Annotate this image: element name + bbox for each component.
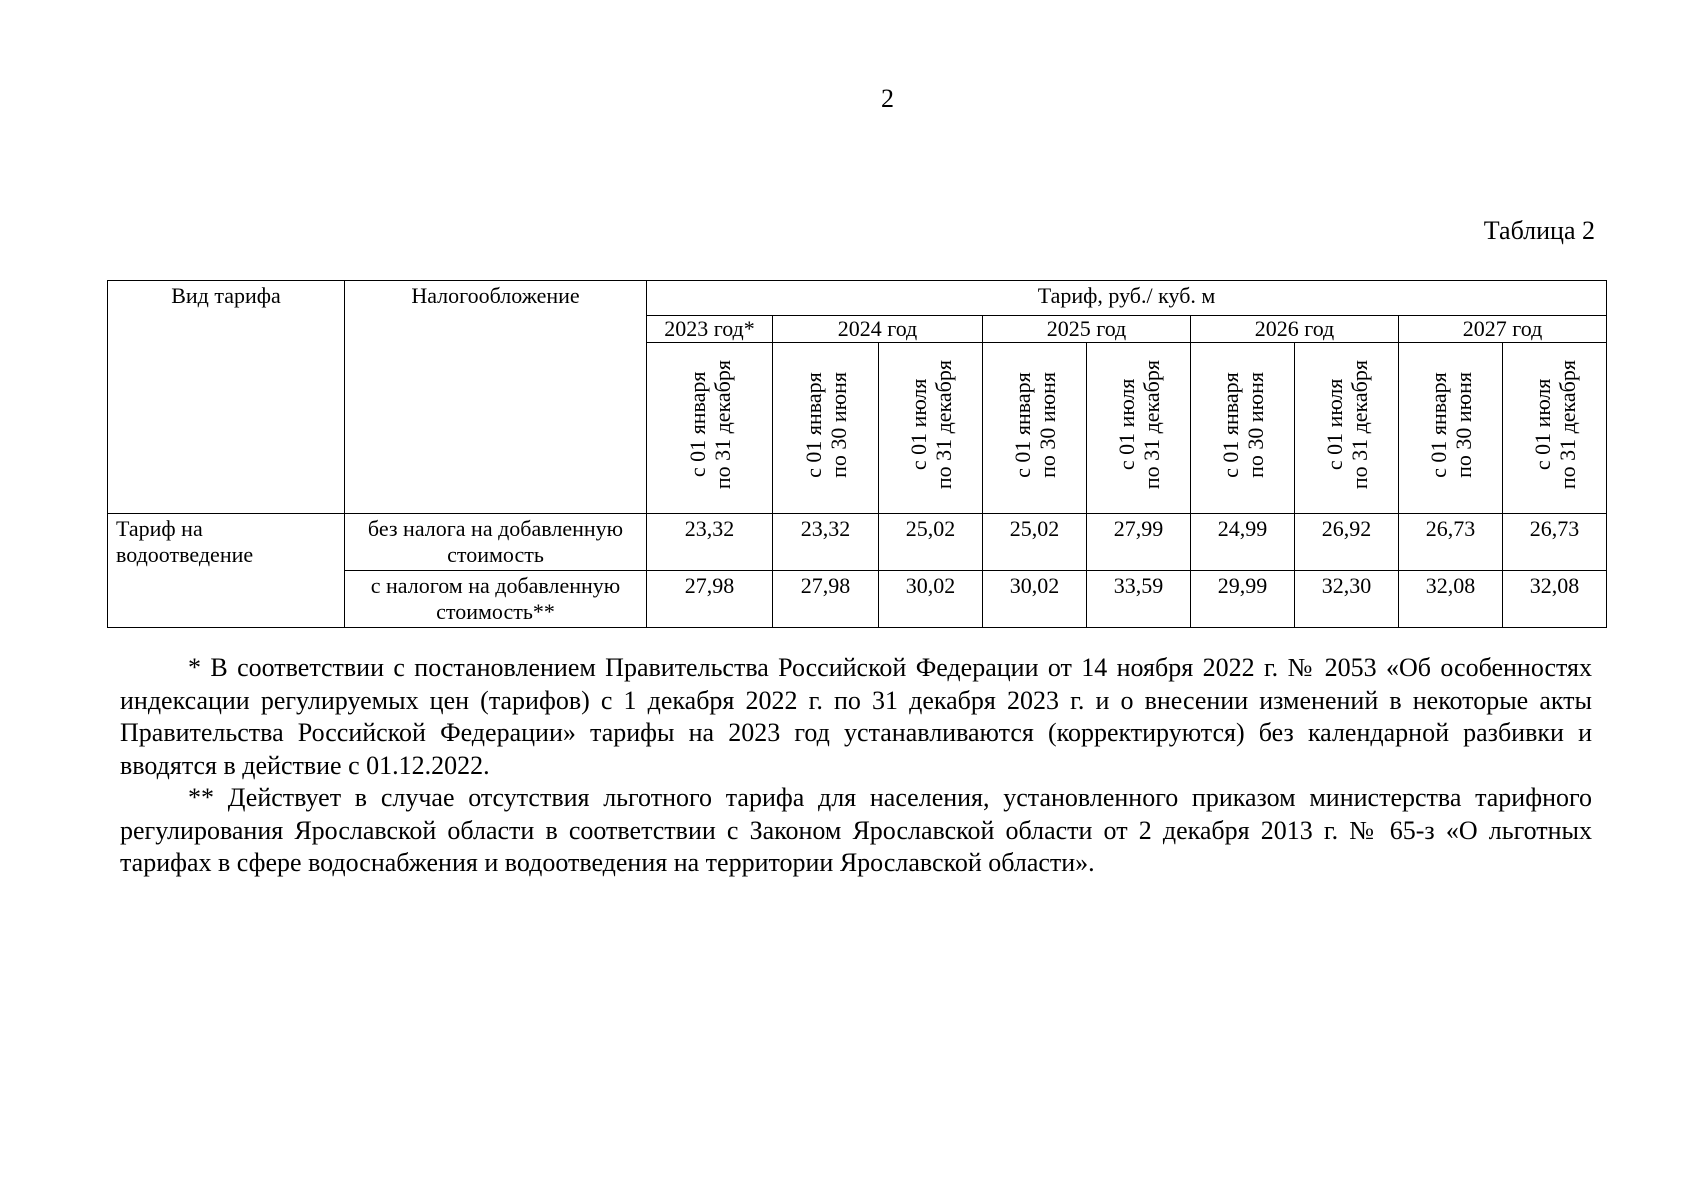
tariff-name-cell: Тариф на водоотведение (108, 514, 345, 628)
period-label: с 01 января по 31 декабря (684, 360, 735, 490)
tax-cell: с налогом на добавленную стоимость** (345, 571, 647, 628)
tax-cell: без налога на добавленную стоимость (345, 514, 647, 571)
period-label: с 01 января по 30 июня (1217, 372, 1268, 478)
value-cell: 33,59 (1087, 571, 1191, 628)
footnotes (120, 652, 1592, 880)
period-label: с 01 июля по 31 декабря (1113, 360, 1164, 490)
period-label: с 01 января по 30 июня (1009, 372, 1060, 478)
table-caption: Таблица 2 (1483, 216, 1595, 245)
year-header: 2025 год (983, 316, 1191, 343)
header-taxation: Налогообложение (345, 281, 647, 514)
value-cell: 24,99 (1191, 514, 1295, 571)
footnote: * В соответствии с постановлением Правительства Российской Федерации от 14 ноября 2022 г. № 2053 «Об особенностях индексации регулируемых цен (тарифов) с 1 декабря 2022 г. по 31 декабря 2023 г. и о внесении изменений в некоторые акты Правительства Российской Федерации» тарифы на 2023 год устанавливаются (корректируются) без календарной разбивки и вводятся в действие с 01.12.2022. (120, 653, 1592, 780)
value-cell: 32,08 (1399, 571, 1503, 628)
value-cell: 26,73 (1399, 514, 1503, 571)
value-cell: 27,99 (1087, 514, 1191, 571)
value-cell: 30,02 (879, 571, 983, 628)
tariff-table (107, 280, 1607, 628)
period-header (1191, 343, 1295, 514)
value-cell: 25,02 (879, 514, 983, 571)
value-cell: 27,98 (773, 571, 879, 628)
period-header (1503, 343, 1607, 514)
value-cell: 23,32 (647, 514, 773, 571)
value-cell: 26,73 (1503, 514, 1607, 571)
period-label: с 01 июля по 31 декабря (1321, 360, 1372, 490)
period-label: с 01 января по 30 июня (800, 372, 851, 478)
period-label: с 01 июля по 31 декабря (1529, 360, 1580, 490)
year-header: 2024 год (773, 316, 983, 343)
period-header (1399, 343, 1503, 514)
footnote: ** Действует в случае отсутствия льготного тарифа для населения, установленного приказом министерства тарифного регулирования Ярославской области в соответствии с Законом Ярославской области от 2 декабря 2013 г. № 65-з «О льготных тарифах в сфере водоснабжения и водоотведения на территории Ярославской области». (120, 783, 1592, 877)
year-header: 2027 год (1399, 316, 1607, 343)
year-header: 2023 год* (647, 316, 773, 343)
period-label: с 01 января по 30 июня (1425, 372, 1476, 478)
value-cell: 32,30 (1295, 571, 1399, 628)
period-header (983, 343, 1087, 514)
value-cell: 23,32 (773, 514, 879, 571)
page-number: 2 (881, 84, 894, 113)
year-header: 2026 год (1191, 316, 1399, 343)
value-cell: 27,98 (647, 571, 773, 628)
period-header (647, 343, 773, 514)
value-cell: 26,92 (1295, 514, 1399, 571)
value-cell: 30,02 (983, 571, 1087, 628)
header-tariff-unit: Тариф, руб./ куб. м (647, 281, 1607, 316)
value-cell: 29,99 (1191, 571, 1295, 628)
period-label: с 01 июля по 31 декабря (905, 360, 956, 490)
header-tariff-type: Вид тарифа (108, 281, 345, 514)
table-row (108, 514, 1607, 571)
value-cell: 25,02 (983, 514, 1087, 571)
period-header (773, 343, 879, 514)
period-header (1295, 343, 1399, 514)
period-header (1087, 343, 1191, 514)
value-cell: 32,08 (1503, 571, 1607, 628)
period-header (879, 343, 983, 514)
